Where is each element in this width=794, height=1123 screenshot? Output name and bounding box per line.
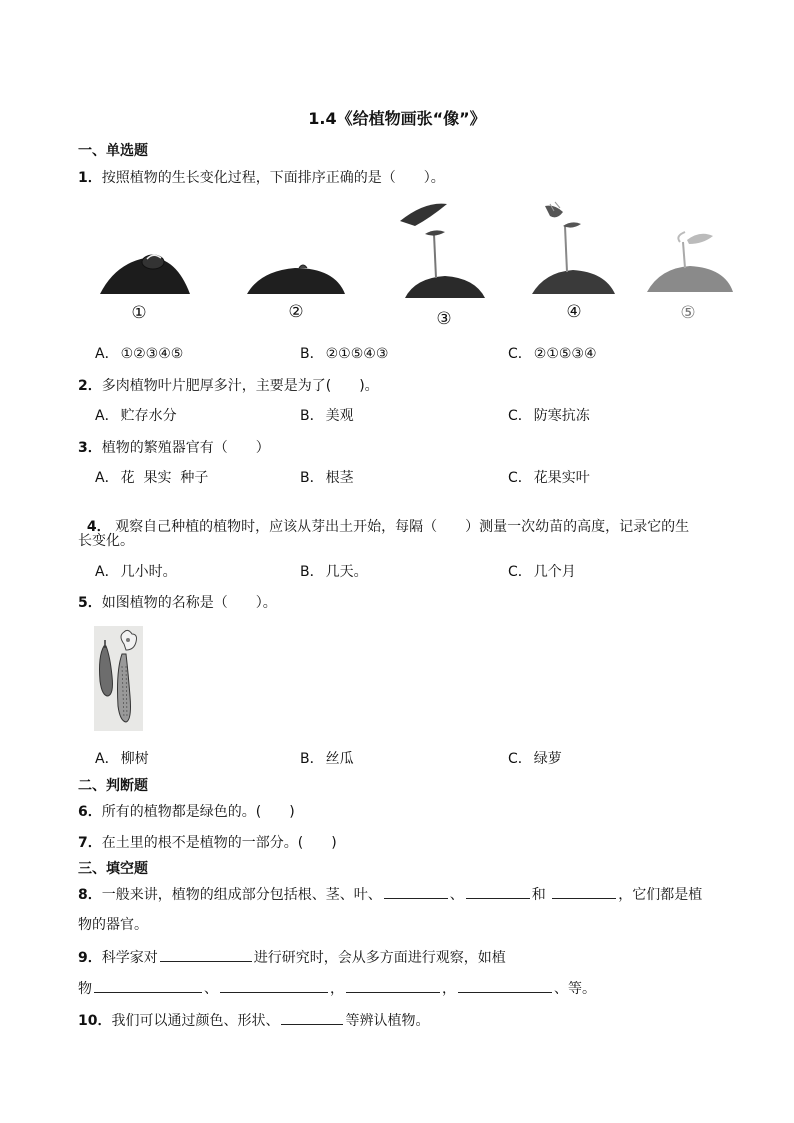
question-10 bbox=[78, 1010, 429, 1030]
separator: 、 bbox=[204, 981, 218, 997]
question-text-part1: 我们可以通过颜色、形状、 bbox=[111, 1013, 280, 1029]
option-letter: C． bbox=[508, 346, 532, 362]
separator-and: 和 bbox=[531, 887, 546, 903]
section-heading-fill-blank: 三、填空题 bbox=[78, 861, 148, 877]
q1-option-b[interactable] bbox=[300, 343, 388, 363]
stage-3-seedling bbox=[400, 204, 485, 298]
answer-blank-subject[interactable] bbox=[160, 948, 252, 962]
separator: ， bbox=[442, 981, 456, 997]
answer-blank-2[interactable] bbox=[466, 885, 530, 899]
option-text: 贮存水分 bbox=[120, 408, 177, 424]
option-text: 绿萝 bbox=[533, 751, 562, 767]
separator: 、 bbox=[449, 887, 464, 903]
question-text-part2: ，它们都是植 bbox=[618, 887, 703, 903]
question-number: 9． bbox=[78, 950, 102, 966]
question-1 bbox=[78, 167, 445, 187]
question-number: 1． bbox=[78, 170, 102, 186]
option-letter: B． bbox=[300, 751, 324, 767]
question-number: 10． bbox=[78, 1013, 112, 1029]
line2-start: 物 bbox=[78, 981, 92, 997]
answer-blank-1[interactable] bbox=[384, 885, 448, 899]
q3-option-a[interactable] bbox=[95, 467, 208, 487]
question-text: 在土里的根不是植物的一部分。( ) bbox=[101, 835, 337, 851]
option-text: 防寒抗冻 bbox=[533, 408, 590, 424]
question-6 bbox=[78, 801, 295, 821]
stage-4-young-plant bbox=[532, 202, 615, 294]
stage-1-seed-in-soil bbox=[100, 255, 190, 294]
option-text: 几个月 bbox=[533, 564, 576, 580]
page-title: 1.4《给植物画张“像”》 bbox=[308, 109, 486, 128]
question-7 bbox=[78, 832, 337, 852]
q1-option-c[interactable] bbox=[508, 343, 597, 363]
question-text-line1: 观察自己种植的植物时，应该从芽出土开始，每隔（ ）测量一次幼苗的高度，记录它的生 bbox=[110, 519, 690, 535]
answer-blank-6[interactable] bbox=[346, 979, 440, 993]
question-4 bbox=[78, 500, 689, 536]
question-number: 7． bbox=[78, 835, 102, 851]
question-text: 如图植物的名称是（ ）。 bbox=[101, 595, 277, 611]
answer-blank-5[interactable] bbox=[220, 979, 328, 993]
q3-option-c[interactable] bbox=[508, 467, 590, 487]
loofah-plant-image bbox=[94, 626, 143, 731]
option-text: ①②③④⑤ bbox=[120, 346, 184, 362]
option-text: ②①⑤④③ bbox=[325, 346, 389, 362]
question-number: 2． bbox=[78, 378, 102, 394]
option-letter: B． bbox=[300, 564, 324, 580]
question-number: 3． bbox=[78, 440, 102, 456]
question-text: 按照植物的生长变化过程，下面排序正确的是（ ）。 bbox=[101, 170, 445, 186]
question-number: 8． bbox=[78, 887, 102, 903]
q4-option-c[interactable] bbox=[508, 561, 576, 581]
question-text: 所有的植物都是绿色的。( ) bbox=[101, 804, 295, 820]
option-letter: B． bbox=[300, 408, 324, 424]
separator: ， bbox=[330, 981, 344, 997]
question-text: 多肉植物叶片肥厚多汁，主要是为了( )。 bbox=[101, 378, 379, 394]
q2-option-a[interactable] bbox=[95, 405, 177, 425]
answer-blank-4[interactable] bbox=[94, 979, 202, 993]
question-text-part1: 科学家对 bbox=[101, 950, 158, 966]
question-number: 5． bbox=[78, 595, 102, 611]
option-text: 花果实叶 bbox=[533, 470, 590, 486]
option-letter: C． bbox=[508, 408, 532, 424]
question-number: 4． bbox=[86, 519, 111, 535]
question-number: 6． bbox=[78, 804, 102, 820]
q4-option-a[interactable] bbox=[95, 561, 177, 581]
stage-5-mature-plant bbox=[647, 232, 733, 292]
option-text: 花 果实 种子 bbox=[120, 470, 209, 486]
option-letter: B． bbox=[300, 470, 324, 486]
q4-option-b[interactable] bbox=[300, 561, 368, 581]
option-text: 几小时。 bbox=[120, 564, 177, 580]
question-8 bbox=[78, 884, 702, 904]
stage-2-sprouting bbox=[247, 265, 345, 294]
option-letter: A． bbox=[95, 564, 119, 580]
option-letter: A． bbox=[95, 751, 119, 767]
q2-option-b[interactable] bbox=[300, 405, 354, 425]
option-letter: C． bbox=[508, 470, 532, 486]
section-heading-true-false: 二、判断题 bbox=[78, 778, 148, 794]
question-text-part2: 等辨认植物。 bbox=[345, 1013, 430, 1029]
option-text: 几天。 bbox=[325, 564, 368, 580]
answer-blank-7[interactable] bbox=[458, 979, 552, 993]
question-text-part1: 一般来讲，植物的组成部分包括根、茎、叶、 bbox=[101, 887, 382, 903]
q3-option-b[interactable] bbox=[300, 467, 354, 487]
question-5 bbox=[78, 592, 277, 612]
option-letter: B． bbox=[300, 346, 324, 362]
q5-option-b[interactable] bbox=[300, 748, 354, 768]
question-4-line2: 长变化。 bbox=[78, 533, 134, 549]
question-3 bbox=[78, 437, 270, 457]
question-9-line2 bbox=[78, 978, 596, 998]
stage-label-4: ④ bbox=[566, 302, 582, 322]
growth-stages-figure bbox=[95, 196, 745, 336]
option-letter: A． bbox=[95, 470, 119, 486]
stage-label-1: ① bbox=[131, 303, 147, 323]
stage-label-5: ⑤ bbox=[680, 303, 696, 323]
stage-label-3: ③ bbox=[436, 309, 452, 329]
answer-blank-8[interactable] bbox=[281, 1011, 343, 1025]
question-8-line2: 物的器官。 bbox=[78, 917, 148, 933]
option-text: 美观 bbox=[325, 408, 354, 424]
line2-end: 、等。 bbox=[554, 981, 596, 997]
section-heading-single-choice: 一、单选题 bbox=[78, 143, 148, 159]
option-text: 丝瓜 bbox=[325, 751, 354, 767]
q2-option-c[interactable] bbox=[508, 405, 590, 425]
option-text: ②①⑤③④ bbox=[533, 346, 597, 362]
question-2 bbox=[78, 375, 379, 395]
stage-label-2: ② bbox=[288, 302, 304, 322]
option-letter: A． bbox=[95, 408, 119, 424]
option-text: 根茎 bbox=[325, 470, 354, 486]
question-text: 植物的繁殖器官有（ ） bbox=[101, 440, 270, 456]
option-letter: A． bbox=[95, 346, 119, 362]
q5-option-c[interactable] bbox=[508, 748, 562, 768]
question-9 bbox=[78, 947, 506, 967]
q1-option-a[interactable] bbox=[95, 343, 183, 363]
option-letter: C． bbox=[508, 564, 532, 580]
q5-option-a[interactable] bbox=[95, 748, 149, 768]
option-text: 柳树 bbox=[120, 751, 149, 767]
answer-blank-3[interactable] bbox=[552, 885, 616, 899]
question-text-part2: 进行研究时，会从多方面进行观察，如植 bbox=[253, 950, 506, 966]
option-letter: C． bbox=[508, 751, 532, 767]
